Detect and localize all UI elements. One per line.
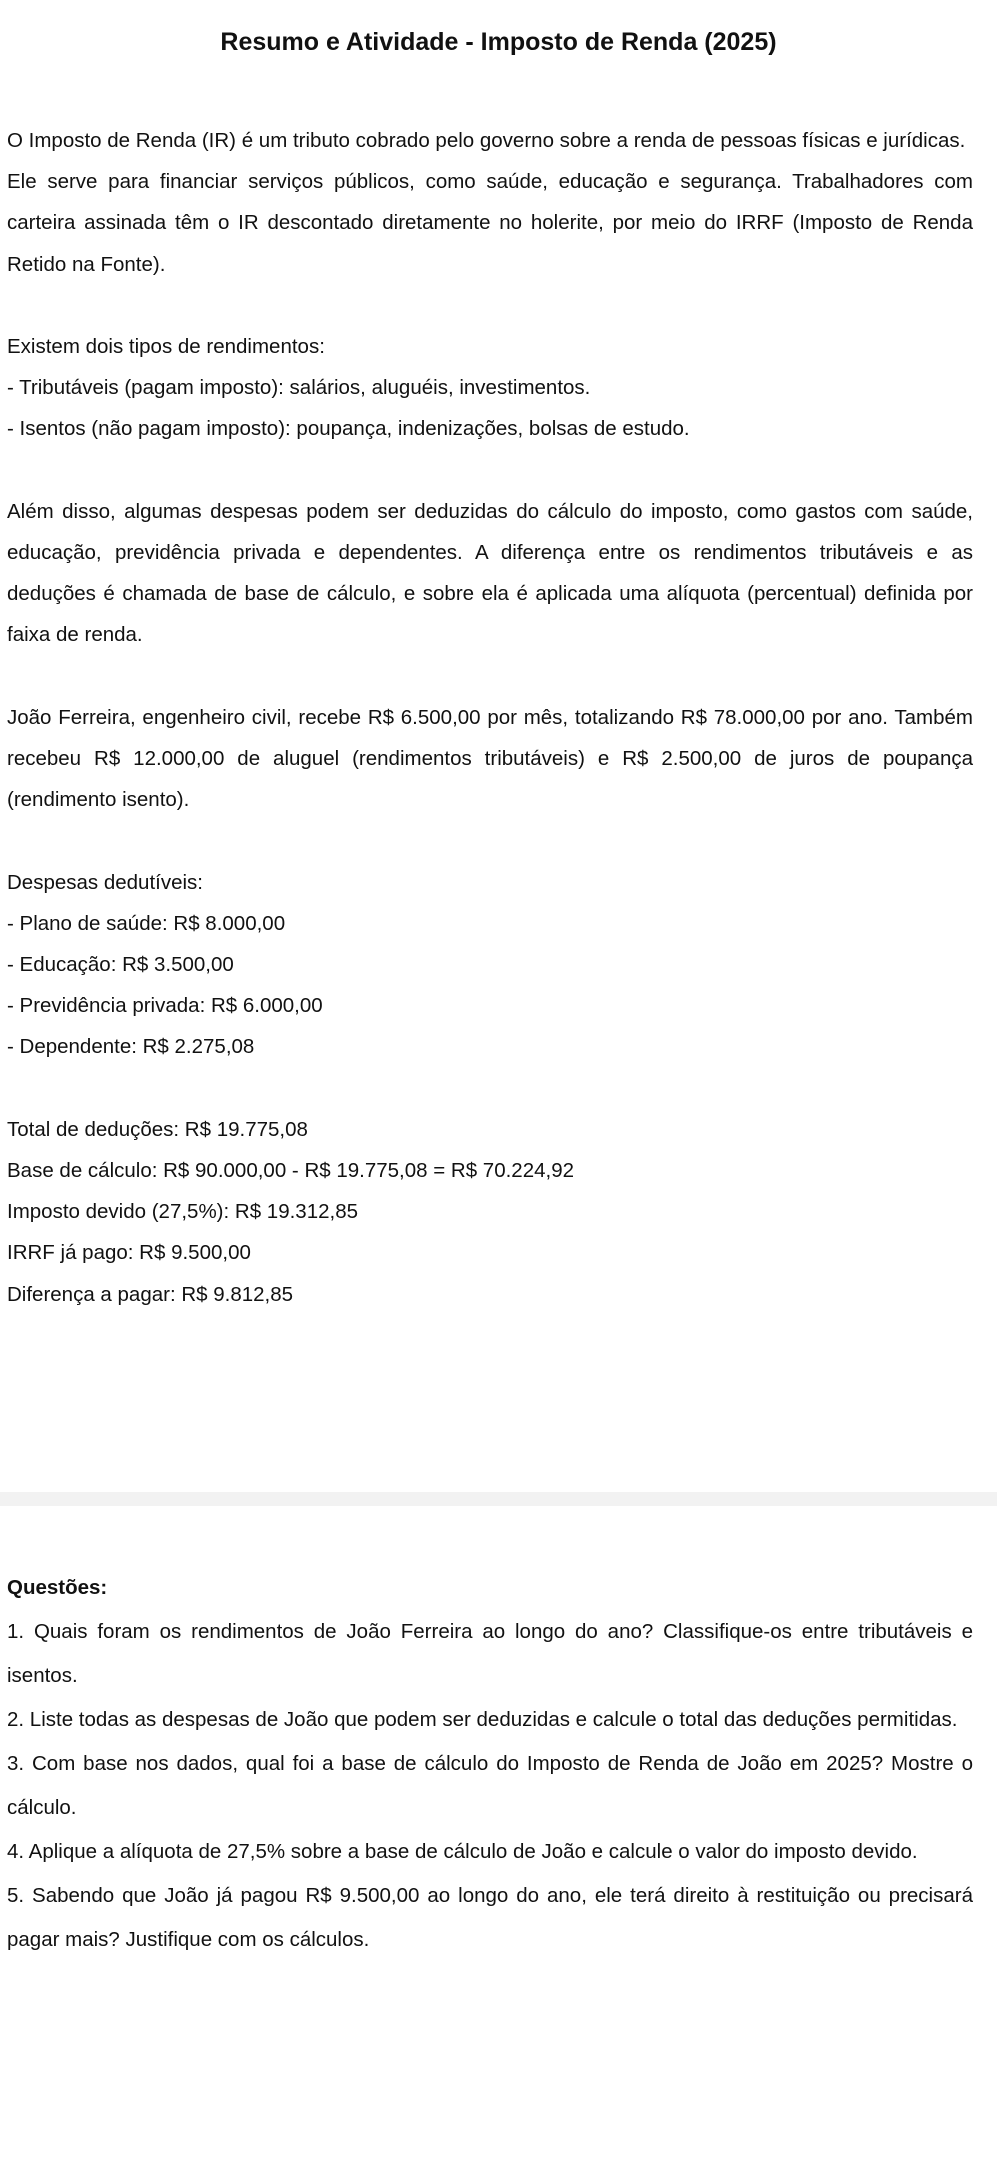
caso-joao-paragraph: João Ferreira, engenheiro civil, recebe R$ 6.500,00 por mês, totalizando R$ 78.000,00 por ano. Também recebeu R$ 12.000,00 de aluguel (rendimentos tributáveis) e R$ 2.500,00 de juros de poupança (rendimento isento). <box>7 705 973 812</box>
rendimentos-heading: Existem dois tipos de rendimentos: <box>7 335 325 358</box>
questoes-section <box>7 1566 973 1962</box>
questao-item: 2. Liste todas as despesas de João que podem ser deduzidas e calcule o total das deduções permitidas. <box>7 1708 958 1731</box>
questao-item: 4. Aplique a alíquota de 27,5% sobre a base de cálculo de João e calcule o valor do imposto devido. <box>7 1840 918 1863</box>
despesas-heading: Despesas dedutíveis: <box>7 870 204 894</box>
page-title: Resumo e Atividade - Imposto de Renda (2025) <box>220 28 777 56</box>
questao-item: 3. Com base nos dados, qual foi a base de cálculo do Imposto de Renda de João em 2025? Mostre o cálculo. <box>7 1752 973 1819</box>
questao-item: 1. Quais foram os rendimentos de João Ferreira ao longo do ano? Classifique-os entre tributáveis e isentos. <box>7 1620 973 1687</box>
rendimento-isentos: - Isentos (não pagam imposto): poupança, indenizações, bolsas de estudo. <box>7 417 690 441</box>
despesa-item: - Plano de saúde: R$ 8.000,00 <box>7 911 286 935</box>
intro-paragraph-2: Ele serve para financiar serviços públicos, como saúde, educação e segurança. Trabalhadores com carteira assinada têm o IR descontado diretamente no holerite, por meio do IRRF (Imposto de Renda Retido na Fonte). <box>7 170 973 276</box>
calculo-diferenca: Diferença a pagar: R$ 9.812,85 <box>7 1282 294 1306</box>
calculo-imposto-devido: Imposto devido (27,5%): R$ 19.312,85 <box>7 1200 358 1224</box>
questoes-list <box>7 1610 973 1962</box>
rendimento-tributaveis: - Tributáveis (pagam imposto): salários, aluguéis, investimentos. <box>7 376 591 400</box>
document-page-2 <box>0 1506 997 2184</box>
calculo-total-deducoes: Total de deduções: R$ 19.775,08 <box>7 1117 308 1141</box>
despesa-item: - Dependente: R$ 2.275,08 <box>7 1035 255 1059</box>
calculo-base: Base de cálculo: R$ 90.000,00 - R$ 19.775,08 = R$ 70.224,92 <box>7 1159 575 1182</box>
intro-paragraph-1: O Imposto de Renda (IR) é um tributo cobrado pelo governo sobre a renda de pessoas físicas e jurídicas. <box>7 129 966 152</box>
deducoes-paragraph: Além disso, algumas despesas podem ser deduzidas do cálculo do imposto, como gastos com saúde, educação, previdência privada e dependentes. A diferença entre os rendimentos tributáveis e as deduções é chamada de base de cálculo, e sobre ela é aplicada uma alíquota (percentual) definida por faixa de renda. <box>7 499 973 647</box>
questoes-heading: Questões: <box>7 1576 108 1599</box>
document-body <box>7 120 973 1315</box>
calculo-irrf-pago: IRRF já pago: R$ 9.500,00 <box>7 1241 251 1265</box>
questao-item: 5. Sabendo que João já pagou R$ 9.500,00 ao longo do ano, ele terá direito à restituição ou precisará pagar mais? Justifique com os cálculos. <box>7 1884 973 1951</box>
despesa-item: - Educação: R$ 3.500,00 <box>7 953 234 976</box>
despesa-item: - Previdência privada: R$ 6.000,00 <box>7 994 323 1018</box>
page-separator <box>0 1492 997 1506</box>
